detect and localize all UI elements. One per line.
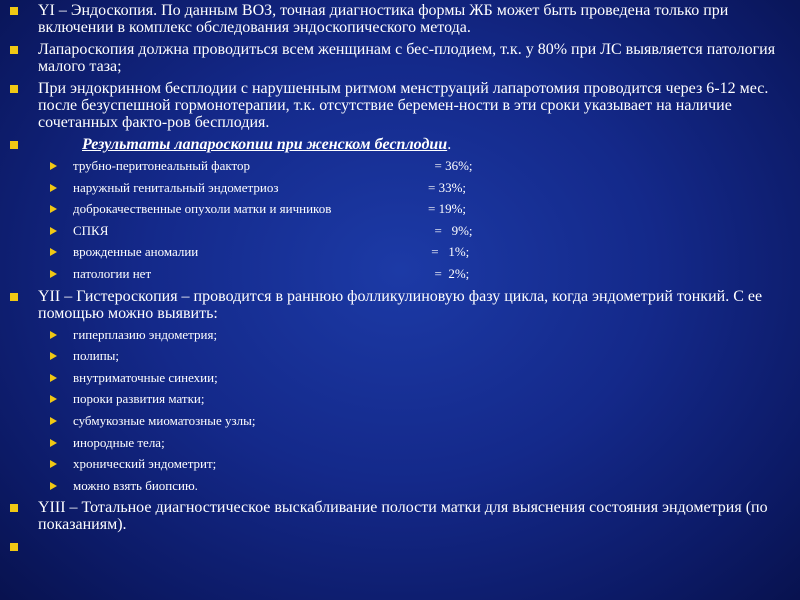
square-bullet-icon <box>10 141 18 149</box>
list-item-text: хронический эндометрит; <box>73 456 217 472</box>
list-item <box>10 158 794 173</box>
empty-bullet-item <box>10 538 794 555</box>
triangle-bullet-icon <box>50 439 57 447</box>
paragraph-text: Лапароскопия должна проводиться всем женщинам с бес-плодием, т.к. у 80% при ЛС выявляется патология малого таза; <box>38 41 776 75</box>
list-item <box>10 348 794 363</box>
list-item <box>10 370 794 385</box>
triangle-bullet-icon <box>50 270 57 278</box>
result-name: патологии нет <box>73 265 152 281</box>
result-name: доброкачественные опухоли матки и яичников <box>73 201 332 217</box>
list-item <box>10 327 794 342</box>
results-heading-suffix: . <box>447 136 452 153</box>
triangle-bullet-icon <box>50 395 57 403</box>
list-item-text: внутриматочные синехии; <box>73 369 218 385</box>
triangle-bullet-icon <box>50 205 57 213</box>
result-value: = 9%; <box>428 222 473 238</box>
list-item <box>10 201 794 216</box>
result-value: = 1%; <box>428 244 470 260</box>
list-item-text: гиперплазию эндометрия; <box>73 326 218 342</box>
list-item-text: пороки развития матки; <box>73 391 205 407</box>
result-value: = 2%; <box>428 265 470 281</box>
result-name: СПКЯ <box>73 222 109 238</box>
list-item <box>10 266 794 281</box>
paragraph-endocrine <box>10 80 794 131</box>
result-value: = 33%; <box>428 179 467 195</box>
results-heading-text: Результаты лапароскопии при женском бесплодии <box>82 136 448 153</box>
square-bullet-icon <box>10 7 18 15</box>
square-bullet-icon <box>10 293 18 301</box>
square-bullet-icon <box>10 85 18 93</box>
list-item <box>10 223 794 238</box>
result-name: наружный генитальный эндометриоз <box>73 179 279 195</box>
paragraph-curettage <box>10 499 794 533</box>
list-item <box>10 244 794 259</box>
hysteroscopy-list <box>10 327 794 493</box>
slide-content <box>10 2 794 560</box>
result-value: = 19%; <box>428 201 467 217</box>
paragraph-endoscopy <box>10 2 794 36</box>
triangle-bullet-icon <box>50 331 57 339</box>
results-list <box>10 158 794 281</box>
paragraph-text: YII – Гистероскопия – проводится в раннюю фолликулиновую фазу цикла, когда эндометрий тонкий. С ее помощью можно выявить: <box>38 287 763 322</box>
result-value: = 36%; <box>428 158 473 173</box>
list-item-text: субмукозные миоматозные узлы; <box>73 412 256 428</box>
list-item <box>10 435 794 450</box>
triangle-bullet-icon <box>50 227 57 235</box>
result-name: врожденные аномалии <box>73 244 199 260</box>
list-item <box>10 391 794 406</box>
triangle-bullet-icon <box>50 352 57 360</box>
triangle-bullet-icon <box>50 162 57 170</box>
list-item-text: инородные тела; <box>73 434 165 450</box>
list-item <box>10 180 794 195</box>
paragraph-laparoscopy <box>10 41 794 75</box>
paragraph-hysteroscopy <box>10 288 794 322</box>
result-name: трубно-перитонеальный фактор <box>73 158 251 173</box>
triangle-bullet-icon <box>50 460 57 468</box>
triangle-bullet-icon <box>50 374 57 382</box>
triangle-bullet-icon <box>50 482 57 490</box>
square-bullet-icon <box>10 504 18 512</box>
paragraph-text: При эндокринном бесплодии с нарушенным ритмом менструаций лапаротомия проводится через 6-12 мес. после безуспешной гормонотерапии, т.к. отсутствие беремен-ности в эти сроки указывает на наличие сочетанных факто-ров бесплодия. <box>38 80 769 131</box>
triangle-bullet-icon <box>50 184 57 192</box>
list-item <box>10 478 794 493</box>
results-heading <box>10 136 794 153</box>
list-item <box>10 456 794 471</box>
list-item-text: можно взять биопсию. <box>73 477 198 493</box>
triangle-bullet-icon <box>50 417 57 425</box>
paragraph-text: YIII – Тотальное диагностическое выскабливание полости матки для выяснения состояния эндометрия (по показаниям). <box>38 499 768 534</box>
triangle-bullet-icon <box>50 248 57 256</box>
list-item <box>10 413 794 428</box>
paragraph-text: YI – Эндоскопия. По данным ВОЗ, точная диагностика формы ЖБ может быть проведена только при включении в комплекс обследования эндоскопического метода. <box>38 2 729 36</box>
square-bullet-icon <box>10 46 18 54</box>
list-item-text: полипы; <box>73 348 120 364</box>
square-bullet-icon <box>10 543 18 551</box>
